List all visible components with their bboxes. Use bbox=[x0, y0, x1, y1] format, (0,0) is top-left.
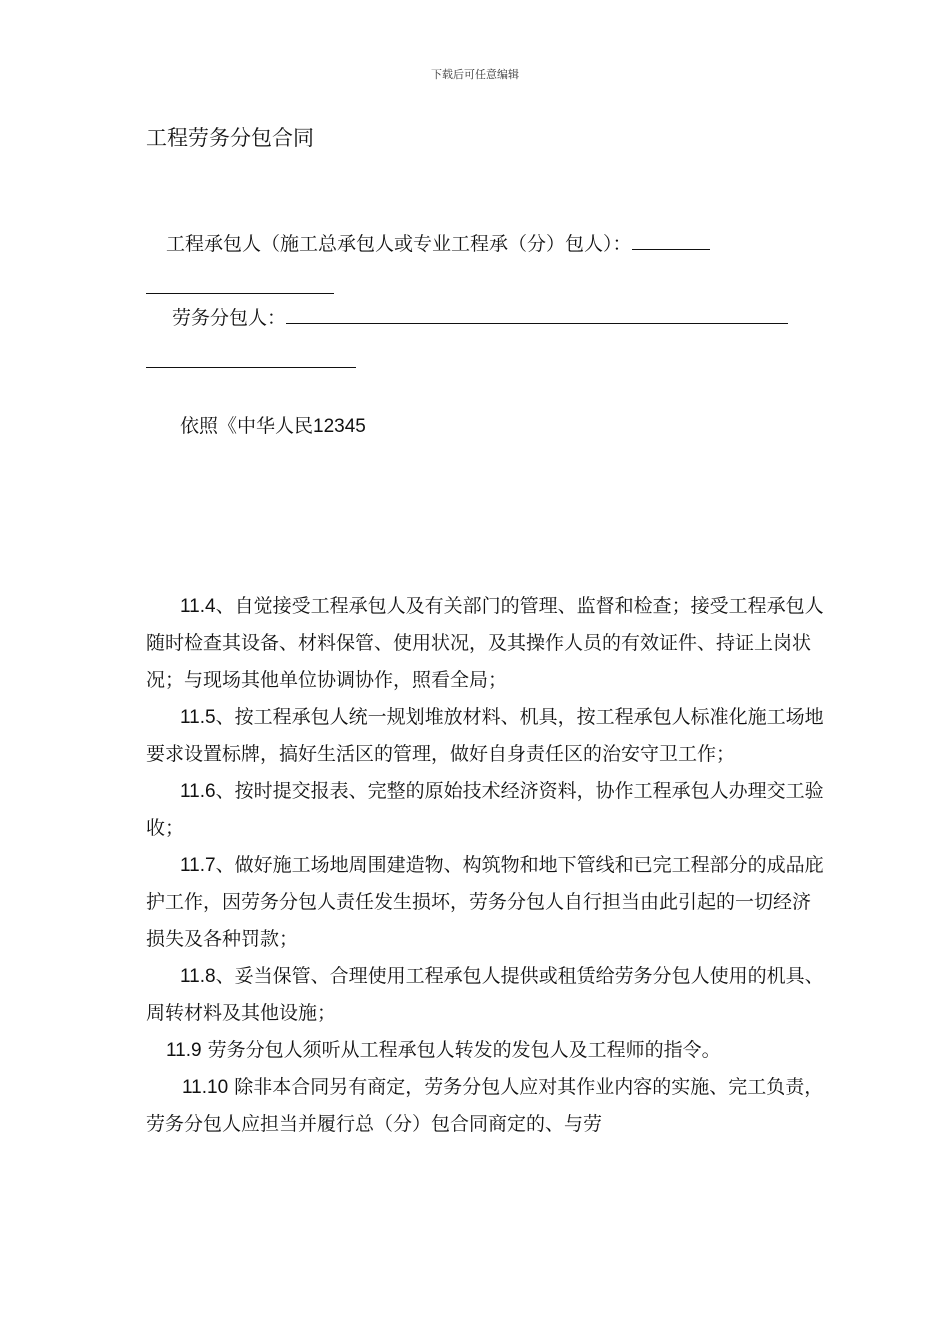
page-header-note: 下载后可任意编辑 bbox=[431, 68, 519, 81]
subcontractor-label: 劳务分包人： bbox=[172, 307, 287, 329]
clause-number: 11.9 bbox=[166, 1040, 202, 1061]
clause-text: 劳务分包人须听从工程承包人转发的发包人及工程师的指令。 bbox=[207, 1039, 721, 1061]
subcontractor-party-line bbox=[146, 296, 806, 384]
clause-list bbox=[146, 588, 826, 1143]
clause-number: 11.4 bbox=[180, 596, 216, 617]
clause-11-10 bbox=[146, 1069, 826, 1143]
clause-11-7 bbox=[146, 847, 826, 958]
clause-text: 除非本合同另有商定，劳务分包人应对其作业内容的实施、完工负责，劳务分包人应担当并履行总（分）包合同商定的、与劳 bbox=[146, 1076, 824, 1135]
basis-text: 依照《中华人民 bbox=[180, 415, 314, 437]
basis-number: 12345 bbox=[313, 416, 366, 437]
subcontractor-blank-continued bbox=[146, 366, 356, 368]
clause-separator: 、 bbox=[215, 706, 235, 728]
contractor-label: 工程承包人（施工总承包人或专业工程承（分）包人）： bbox=[166, 233, 632, 255]
subcontractor-blank bbox=[286, 322, 788, 324]
clause-11-8 bbox=[146, 958, 826, 1032]
contractor-blank-continued bbox=[146, 292, 334, 294]
document-title: 工程劳务分包合同 bbox=[146, 126, 314, 150]
clause-separator: 、 bbox=[215, 595, 235, 617]
clause-number: 11.6 bbox=[180, 781, 216, 802]
clause-separator: 、 bbox=[215, 854, 235, 876]
clause-text: 自觉接受工程承包人及有关部门的管理、监督和检查；接受工程承包人随时检查其设备、材料保管、使用状况，及其操作人员的有效证件、持证上岗状况；与现场其他单位协调协作，照看全局； bbox=[146, 595, 824, 691]
clause-number: 11.10 bbox=[182, 1077, 229, 1098]
clause-number: 11.8 bbox=[180, 966, 216, 987]
clause-separator: 、 bbox=[215, 965, 235, 987]
clause-number: 11.5 bbox=[180, 707, 216, 728]
clause-text: 妥当保管、合理使用工程承包人提供或租赁给劳务分包人使用的机具、周转材料及其他设施； bbox=[146, 965, 824, 1024]
clause-text: 做好施工场地周围建造物、构筑物和地下管线和已完工程部分的成品庇护工作，因劳务分包人责任发生损坏，劳务分包人自行担当由此引起的一切经济损失及各种罚款； bbox=[146, 854, 824, 950]
clause-text: 按工程承包人统一规划堆放材料、机具，按工程承包人标准化施工场地要求设置标牌，搞好生活区的管理，做好自身责任区的治安守卫工作； bbox=[146, 706, 824, 765]
clause-text: 按时提交报表、完整的原始技术经济资料，协作工程承包人办理交工验收； bbox=[146, 780, 824, 839]
contractor-blank bbox=[632, 248, 710, 250]
clause-11-4 bbox=[146, 588, 826, 699]
clause-11-5 bbox=[146, 699, 826, 773]
clause-11-9 bbox=[146, 1032, 826, 1069]
basis-paragraph bbox=[180, 411, 366, 438]
clause-number: 11.7 bbox=[180, 855, 216, 876]
clause-11-6 bbox=[146, 773, 826, 847]
clause-separator: 、 bbox=[215, 780, 235, 802]
